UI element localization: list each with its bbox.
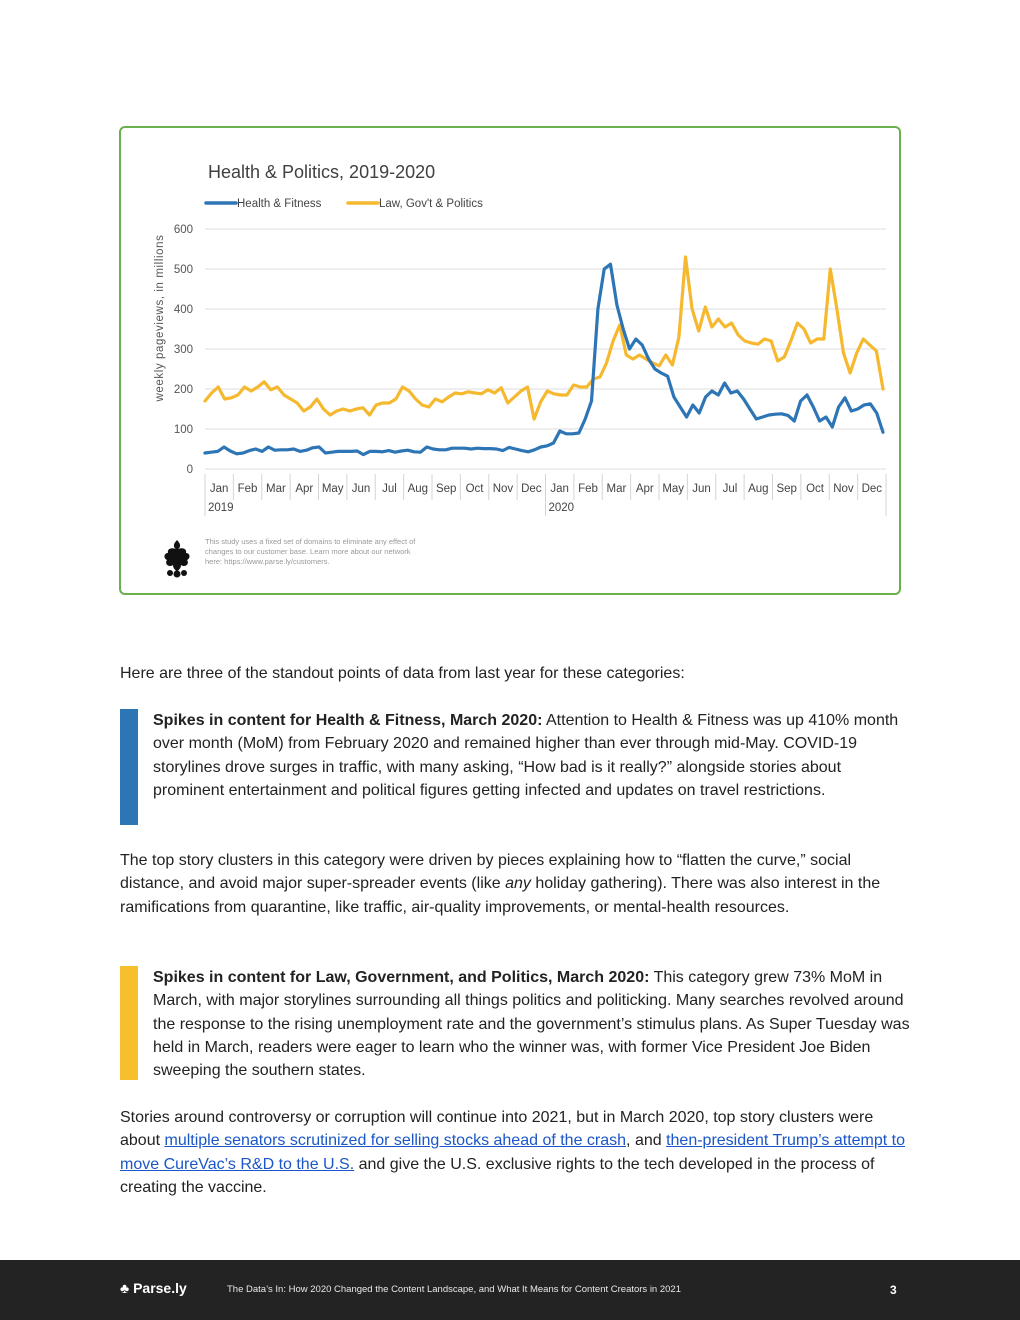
x-tick-label: Oct [806,483,825,495]
politics-callout-body: This category grew 73% MoM in March, with major storylines surrounding all things politics and politicking. Many searches revolved around the response to the rising unemployment rate and the government’s stimulus plans. As Super Tuesday was held in March, readers were eager to learn who the winner was, with former Vice President Joe Biden sweeping the southern states. [153,969,910,1080]
y-tick-label: 600 [173,224,193,236]
health-callout-bar [120,709,138,825]
x-tick-label: May [321,483,344,495]
parsely-leaf-icon: ♣ [120,1280,130,1296]
y-tick-label: 0 [186,464,193,476]
legend-label: Law, Gov't & Politics [379,198,483,210]
politics-callout-heading: Spikes in content for Law, Government, and Politics, March 2020: [153,969,650,986]
x-tick-label: Jan [550,483,569,495]
footer-document-title: The Data’s In: How 2020 Changed the Content Landscape, and What It Means for Content Creators in 2021 [227,1284,681,1295]
page-number: 3 [890,1283,897,1297]
x-tick-label: Jun [351,483,371,495]
line-chart [121,128,899,593]
x-tick-label: Mar [266,483,286,495]
x-tick-label: May [662,483,685,495]
x-tick-label: Feb [237,483,258,495]
curevac-link[interactable]: then-president Trump’s attempt to move CureVac’s R&D to the U.S. [120,1132,906,1173]
x-tick-label: Nov [833,483,854,495]
parsely-logo [164,540,189,578]
para3-a: Stories around controversy or corruption will continue into 2021, but in March 2020, top story clusters were about [120,1109,874,1150]
x-tick-label: Dec [861,483,883,495]
x-tick-label: Oct [465,483,484,495]
y-axis-label: weekly pageviews, in millions [154,234,166,402]
year-label: 2020 [548,502,575,514]
x-tick-label: Jun [692,483,711,495]
politics-callout-text [153,966,910,1082]
x-tick-label: Jan [209,483,229,495]
senators-stocks-link[interactable]: multiple senators scrutinized for selling stocks ahead of the crash [164,1132,627,1150]
footer-brand-label: Parse.ly [133,1280,187,1296]
para3-c: and give the U.S. exclusive rights to the tech developed in the process of creating the vaccine. [120,1155,875,1196]
y-tick-label: 500 [173,264,193,276]
x-tick-label: Mar [606,483,627,495]
series-line-1 [205,257,883,419]
para3-b: , and [626,1132,667,1150]
year-label: 2019 [208,502,234,514]
x-tick-label: Jul [382,483,397,495]
legend-label: Health & Fitness [237,198,322,210]
y-tick-label: 300 [173,344,193,356]
x-tick-label: Apr [295,483,314,495]
health-callout-text [153,709,910,802]
intro-paragraph: Here are three of the standout points of data from last year for these categories: [120,665,685,682]
footer-brand [120,1280,187,1296]
chart-card [119,126,901,595]
para2-a: The top story clusters in this category were driven by pieces explaining how to “flatten the curve,” social distance, and avoid major super-spreader events (like [120,852,852,893]
page-footer [0,1260,1020,1320]
controversy-paragraph [120,1106,910,1199]
x-tick-label: Jul [722,483,738,495]
x-tick-label: Aug [407,483,429,495]
x-tick-label: Sep [776,483,797,495]
para2-b: holiday gathering). There was also interest in the ramifications from quarantine, like traffic, air-quality improvements, or mental-health resources. [120,875,881,916]
health-callout-body: Attention to Health & Fitness was up 410% month over month (MoM) from February 2020 and remained higher than ever through mid-May. COVID-19 storylines drove surges in traffic, with many asking, “How bad is it really?” alongside stories about prominent entertainment and political figures getting infected and updates on travel restrictions. [153,712,899,799]
x-tick-label: Feb [578,483,598,495]
y-tick-label: 400 [173,304,193,316]
story-clusters-paragraph [120,849,910,919]
health-callout-heading: Spikes in content for Health & Fitness, March 2020: [153,712,543,729]
x-tick-label: Dec [521,483,542,495]
health-callout [120,709,910,827]
politics-callout [120,966,910,1082]
x-tick-label: Apr [635,483,654,495]
politics-callout-bar [120,966,138,1080]
y-tick-label: 100 [173,424,193,436]
x-tick-label: Nov [492,483,514,495]
para2-emphasis: any [505,875,531,893]
x-tick-label: Aug [748,483,769,495]
x-tick-label: Sep [435,483,457,495]
y-tick-label: 200 [173,384,193,396]
chart-title: Health & Politics, 2019-2020 [208,162,436,182]
chart-note: This study uses a fixed set of domains to eliminate any effect of changes to our customer base. Learn more about our network here: https://www.parse.ly/customers. [205,537,416,566]
